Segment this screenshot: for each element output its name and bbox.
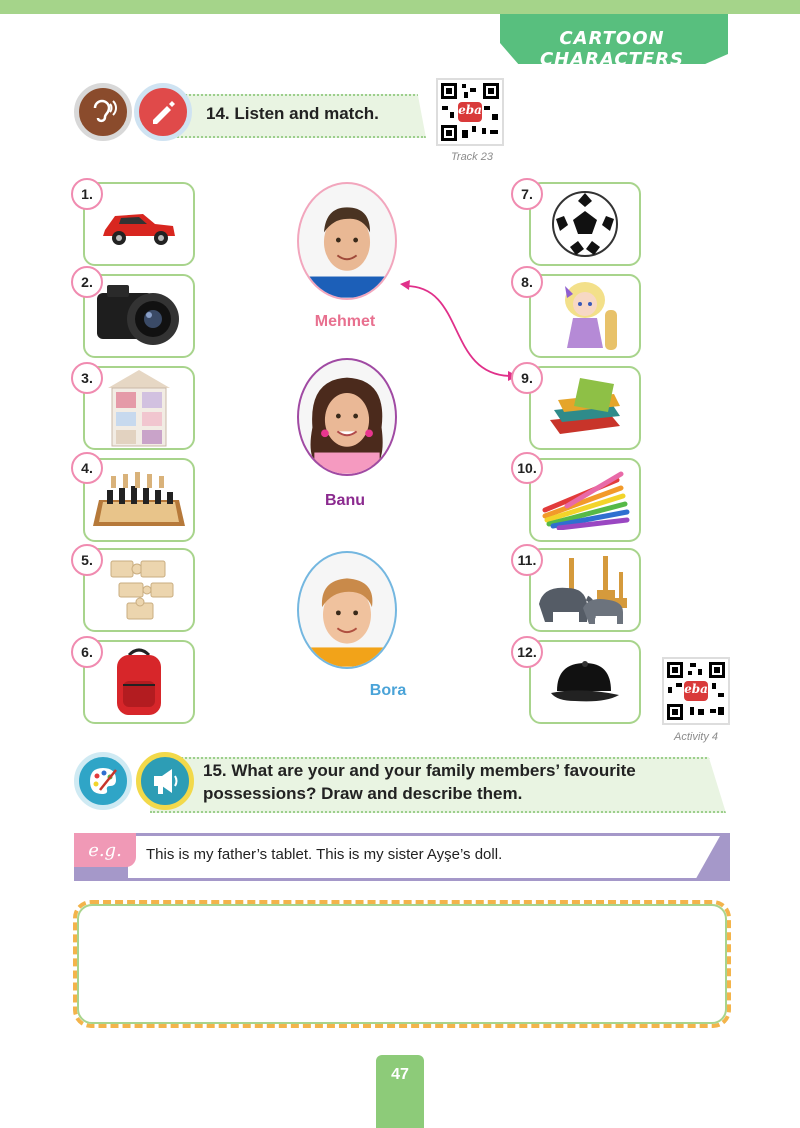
football-icon <box>550 189 620 259</box>
item-number-7: 7. <box>511 178 543 210</box>
unit-title: CARTOON CHARACTERS <box>539 28 685 70</box>
item-number-12: 12. <box>511 636 543 668</box>
camera-icon <box>91 279 187 353</box>
item-number-5: 5. <box>71 544 103 576</box>
task15-instruction-line2: possessions? Draw and describe them. <box>203 784 523 803</box>
puzzle-icon <box>97 555 181 625</box>
boy-face-icon <box>299 182 395 300</box>
backpack-icon <box>109 645 169 719</box>
listen-icon <box>74 83 132 141</box>
item-number-11: 11. <box>511 544 543 576</box>
item-number-6: 6. <box>71 636 103 668</box>
item-number-1: 1. <box>71 178 103 210</box>
page-number: 47 <box>391 1066 409 1083</box>
item-number-2: 2. <box>71 266 103 298</box>
match-arrow <box>396 276 526 386</box>
speak-icon <box>136 752 194 810</box>
qr2-logo-text: eba <box>684 682 708 696</box>
toy-car-icon <box>99 202 179 246</box>
girl-face-icon <box>299 358 395 476</box>
coloured-pencils-icon <box>537 470 633 530</box>
item-number-10: 10. <box>511 452 543 484</box>
toy-animals-icon <box>533 552 637 628</box>
item-number-3: 3. <box>71 362 103 394</box>
name-bora: Bora <box>369 682 407 699</box>
chess-set-icon <box>89 470 189 530</box>
item-number-8: 8. <box>511 266 543 298</box>
item-box-12 <box>529 640 641 724</box>
name-mehmet: Mehmet <box>314 313 376 330</box>
task15-instruction-line1: 15. What are your and your family members’ favourite <box>203 761 636 780</box>
dollhouse-icon <box>104 368 174 448</box>
top-strip <box>0 0 800 14</box>
portrait-bora <box>297 551 397 669</box>
example-text: This is my father’s tablet. This is my sister Ayşe’s doll. <box>146 846 503 863</box>
name-banu: Banu <box>325 492 365 509</box>
item-box-9 <box>529 366 641 450</box>
item-box-7 <box>529 182 641 266</box>
books-icon <box>540 374 630 442</box>
item-number-9: 9. <box>511 362 543 394</box>
item-box-8 <box>529 274 641 358</box>
dolls-icon <box>545 276 625 356</box>
item-number-4: 4. <box>71 452 103 484</box>
task14-instruction: 14. Listen and match. <box>206 104 379 123</box>
item-box-10 <box>529 458 641 542</box>
example-tag: e.g. <box>74 833 136 867</box>
drawing-area[interactable] <box>77 904 727 1024</box>
portrait-banu <box>297 358 397 476</box>
qr-logo-text: eba <box>458 103 482 117</box>
portrait-mehmet <box>297 182 397 300</box>
track-label: Track 23 <box>451 151 493 163</box>
boy-face-icon <box>299 551 395 669</box>
cap-icon <box>545 657 625 707</box>
palette-icon <box>74 752 132 810</box>
match-icon <box>134 83 192 141</box>
item-box-11 <box>529 548 641 632</box>
activity-label: Activity 4 <box>673 731 718 743</box>
